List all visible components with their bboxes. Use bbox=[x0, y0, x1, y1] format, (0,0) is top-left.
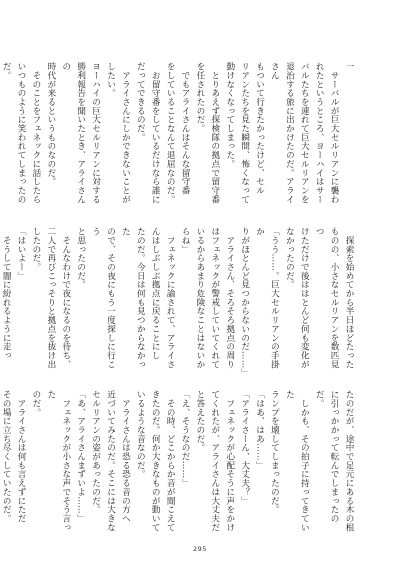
text-band-middle bbox=[1, 227, 356, 378]
text-column: フェネックが小さな声でそう言った bbox=[45, 390, 71, 532]
text-band-top bbox=[1, 62, 356, 212]
text-column: を任されたのだ。 bbox=[194, 62, 205, 133]
text-column: いるような音なのだ。 bbox=[135, 390, 146, 479]
text-column: と答えたのだ。 bbox=[194, 390, 205, 452]
text-column: その場に立ち尽くしていたのだ。 bbox=[1, 390, 12, 523]
text-column: りがほとんど見つからないのだ……」 bbox=[239, 227, 250, 378]
text-column: らね」 bbox=[180, 227, 191, 254]
text-column: 「え、そうなのだ……」 bbox=[180, 390, 191, 488]
text-column: と思ったのだ。 bbox=[75, 227, 86, 289]
text-column: セルリアンの姿があったのだ。 bbox=[90, 390, 101, 514]
text-column: その時、どこからか音が聞こえて bbox=[165, 390, 176, 532]
text-column: いるからあまり危険なことはないか bbox=[194, 227, 205, 369]
text-column: 探索を始めてから半日ほどたった bbox=[344, 227, 354, 369]
text-column: に引っかかって転んでしまったのだ。 bbox=[314, 390, 340, 523]
text-column: てくれたが、アライさんは大丈夫だ bbox=[209, 390, 220, 532]
text-column: ヨーハイの巨大セルリアンに対する bbox=[90, 62, 101, 204]
text-column: 時代が来るというものなのだ。 bbox=[45, 62, 56, 186]
text-column: したのだ。 bbox=[30, 227, 41, 272]
text-column: れたというところ、ヨーハイはサー bbox=[314, 62, 325, 204]
text-column: フェネックが心配そうに声をかけ bbox=[224, 390, 235, 532]
text-column: バルたちを連れて巨大セルリアンを bbox=[299, 62, 310, 204]
text-column: 動けなくなってしまった。 bbox=[224, 62, 235, 169]
text-column: いつものように笑われてしまったのだ。 bbox=[1, 62, 27, 204]
text-column: アライさん、そろそろ拠点の周り bbox=[224, 227, 235, 369]
text-column: のだ。 bbox=[30, 390, 41, 417]
text-column: 「はあ、はあ……」 bbox=[254, 390, 265, 470]
text-column: 一 bbox=[344, 62, 354, 71]
text-column: フェネックに諭されて、アライさ bbox=[165, 227, 176, 369]
text-column: ものの、小さなセルリアンを数匹見つ bbox=[314, 227, 340, 369]
text-column: きたのだ。何か大きなものが動いて bbox=[150, 390, 161, 532]
text-column: んはしぶしぶ拠点に戻ることにし bbox=[150, 227, 161, 360]
text-column: はフェネックが警戒していてくれて bbox=[209, 227, 220, 369]
text-column: とりあえず探検隊の拠点で留守番 bbox=[209, 62, 220, 204]
text-column: 二人で再びこっそりと拠点を抜け出 bbox=[45, 227, 56, 369]
text-column: ランプを壊してしまったのだ。 bbox=[269, 390, 280, 514]
text-column: アライさんは恐る恐る音の方へ bbox=[120, 390, 131, 523]
text-column: でもアライさんはそんな留守番 bbox=[180, 62, 191, 195]
text-column: けただけで後ははとんど何も変化が bbox=[299, 227, 310, 369]
text-column: たのだが、途中で足元にある木の根 bbox=[344, 390, 354, 532]
text-column: お留守番をしているだけなら誰に bbox=[150, 62, 161, 204]
text-column: をしていることなんて退屈なのだ。 bbox=[165, 62, 176, 204]
text-column: リアンたちを見た瞬間、怖くなって bbox=[239, 62, 250, 204]
text-column: アライさんにしかできないことがしたい。 bbox=[105, 62, 131, 204]
text-column: 「はいよー」 bbox=[16, 227, 27, 281]
text-column: ので、その夜にもう一度探しに行こう bbox=[90, 227, 116, 369]
text-column: そんなわけで夜になるのを待ち、 bbox=[60, 227, 71, 369]
text-column: サーバルが巨大セルリアンに襲わ bbox=[329, 62, 340, 204]
text-column: 「うう……。巨大セルリアンの手掛か bbox=[254, 227, 280, 369]
text-column: もついて行きたかったけど、セル bbox=[254, 62, 265, 195]
text-column: だってできるのだ。 bbox=[135, 62, 146, 142]
text-column: たのだ。今日は何も見つからなかった bbox=[120, 227, 146, 369]
text-column: そのことをフェネックに話したら bbox=[30, 62, 41, 204]
text-column: なかったのだ。 bbox=[284, 227, 295, 289]
text-column: 近づいてみたのだ。そこには大きな bbox=[105, 390, 116, 532]
text-column: 「アライさーん、大丈夫？」 bbox=[239, 390, 250, 506]
text-column: 「あ、アライさんまずいよ……」 bbox=[75, 390, 86, 523]
text-column: 勝利報告を聞いたとき、アライさんの bbox=[60, 62, 86, 204]
text-band-bottom bbox=[1, 390, 356, 538]
page-number: 295 bbox=[193, 545, 207, 553]
text-column: しかも、その拍子に持ってきていた bbox=[284, 390, 310, 532]
text-column: アライさんは何も言えずにただ bbox=[16, 390, 27, 523]
text-column: そうして闇に紛れるように走っ bbox=[1, 227, 12, 360]
text-column: 退治する旅に出かけたのだ。アライさん bbox=[269, 62, 295, 204]
